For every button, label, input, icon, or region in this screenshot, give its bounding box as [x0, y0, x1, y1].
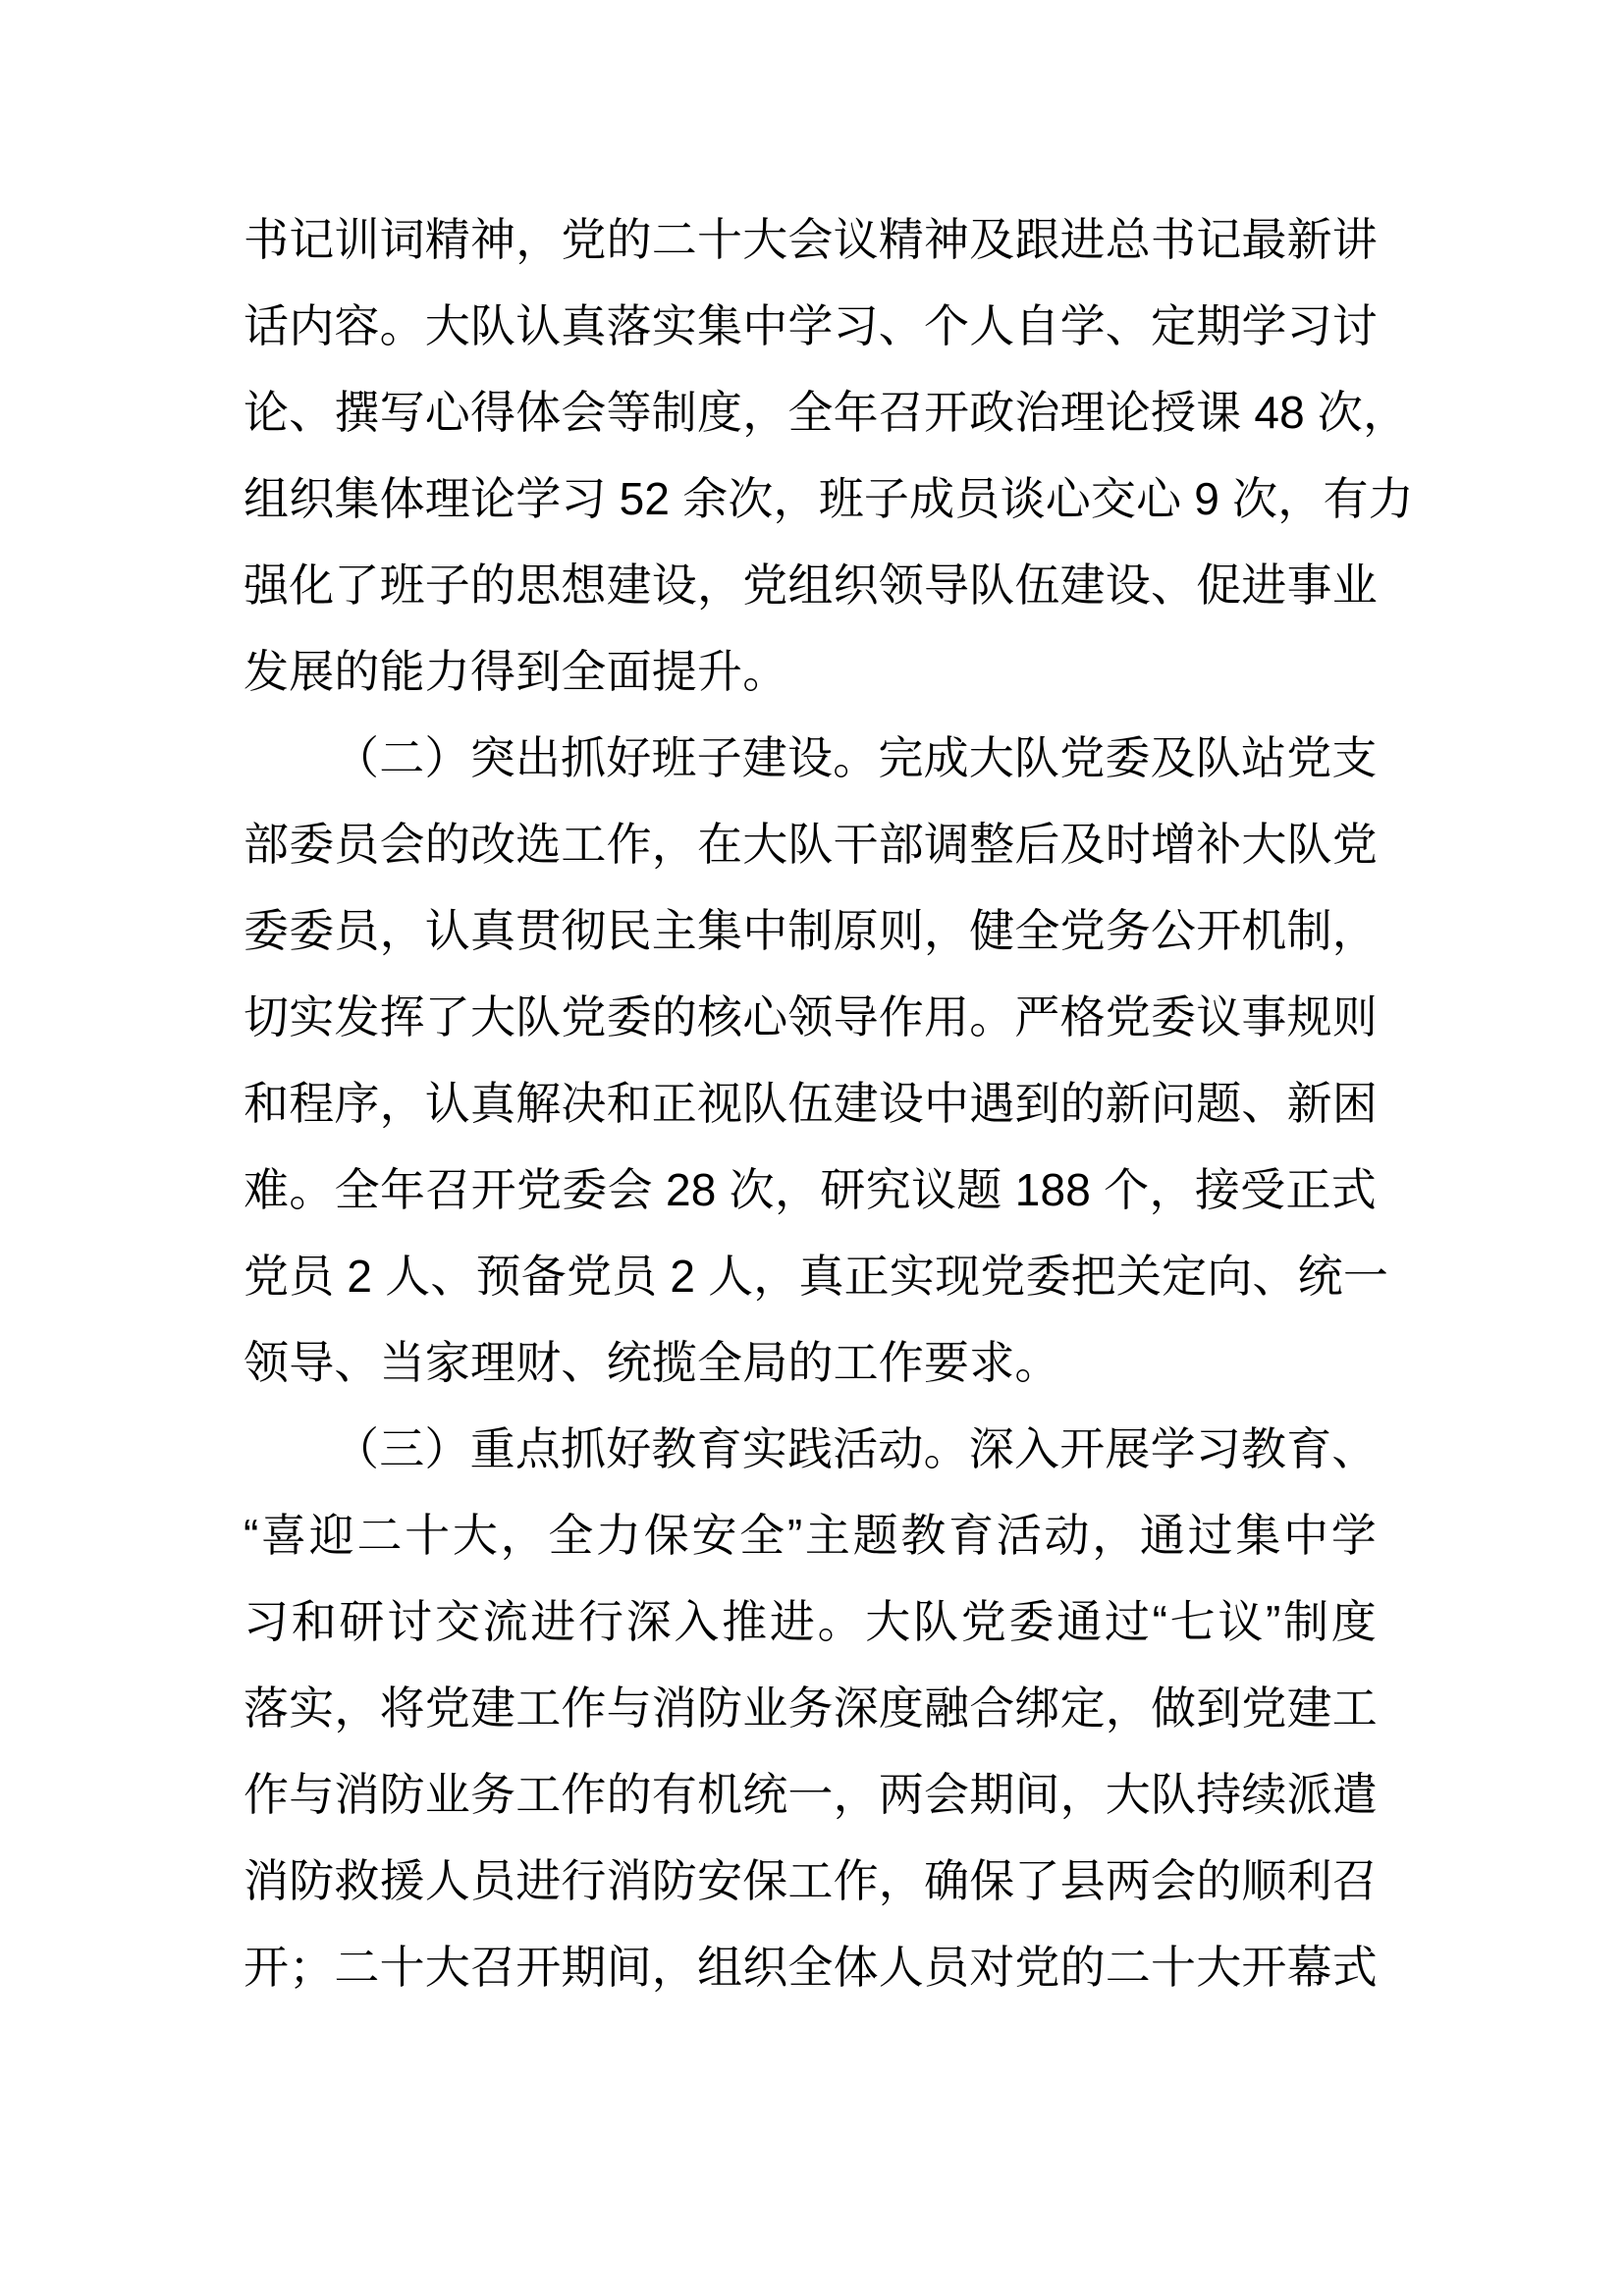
text-line: 话内容。大队认真落实集中学习、个人自学、定期学习讨	[244, 300, 1378, 351]
text-line: 作与消防业务工作的有机统一，两会期间，大队持续派遣	[244, 1769, 1378, 1820]
text-line: 和程序，认真解决和正视队伍建设中遇到的新问题、新困	[244, 1078, 1378, 1129]
text-line: 开；二十大召开期间，组织全体人员对党的二十大开幕式	[244, 1942, 1378, 1993]
text-line: 切实发挥了大队党委的核心领导作用。严格党委议事规则	[244, 991, 1378, 1042]
text-line: 论、撰写心得体会等制度，全年召开政治理论授课 48 次，	[244, 387, 1409, 438]
text-line: 消防救援人员进行消防安保工作，确保了县两会的顺利召	[244, 1855, 1378, 1906]
text-line: 组织集体理论学习 52 余次，班子成员谈心交心 9 次，有力	[244, 473, 1414, 524]
document-body	[244, 196, 1414, 2010]
text-line: （二）突出抓好班子建设。完成大队党委及队站党支	[334, 732, 1378, 783]
text-line: 书记训词精神，党的二十大会议精神及跟进总书记最新讲	[244, 214, 1378, 265]
text-line: 党员 2 人、预备党员 2 人，真正实现党委把关定向、统一	[244, 1251, 1389, 1302]
text-line: 委委员，认真贯彻民主集中制原则，健全党务公开机制，	[244, 905, 1378, 956]
text-line: 落实，将党建工作与消防业务深度融合绑定，做到党建工	[244, 1682, 1378, 1734]
text-line: 发展的能力得到全面提升。	[244, 646, 788, 697]
text-line: 强化了班子的思想建设，党组织领导队伍建设、促进事业	[244, 560, 1378, 611]
text-line: 习和研讨交流进行深入推进。大队党委通过“七议”制度	[244, 1596, 1377, 1647]
text-line: “喜迎二十大，全力保安全”主题教育活动，通过集中学	[244, 1510, 1377, 1561]
text-line: （三）重点抓好教育实践活动。深入开展学习教育、	[334, 1423, 1378, 1474]
text-line: 难。全年召开党委会 28 次，研究议题 188 个，接受正式	[244, 1164, 1377, 1215]
text-line: 领导、当家理财、统揽全局的工作要求。	[244, 1337, 1060, 1388]
text-line: 部委员会的改选工作，在大队干部调整后及时增补大队党	[244, 819, 1378, 870]
